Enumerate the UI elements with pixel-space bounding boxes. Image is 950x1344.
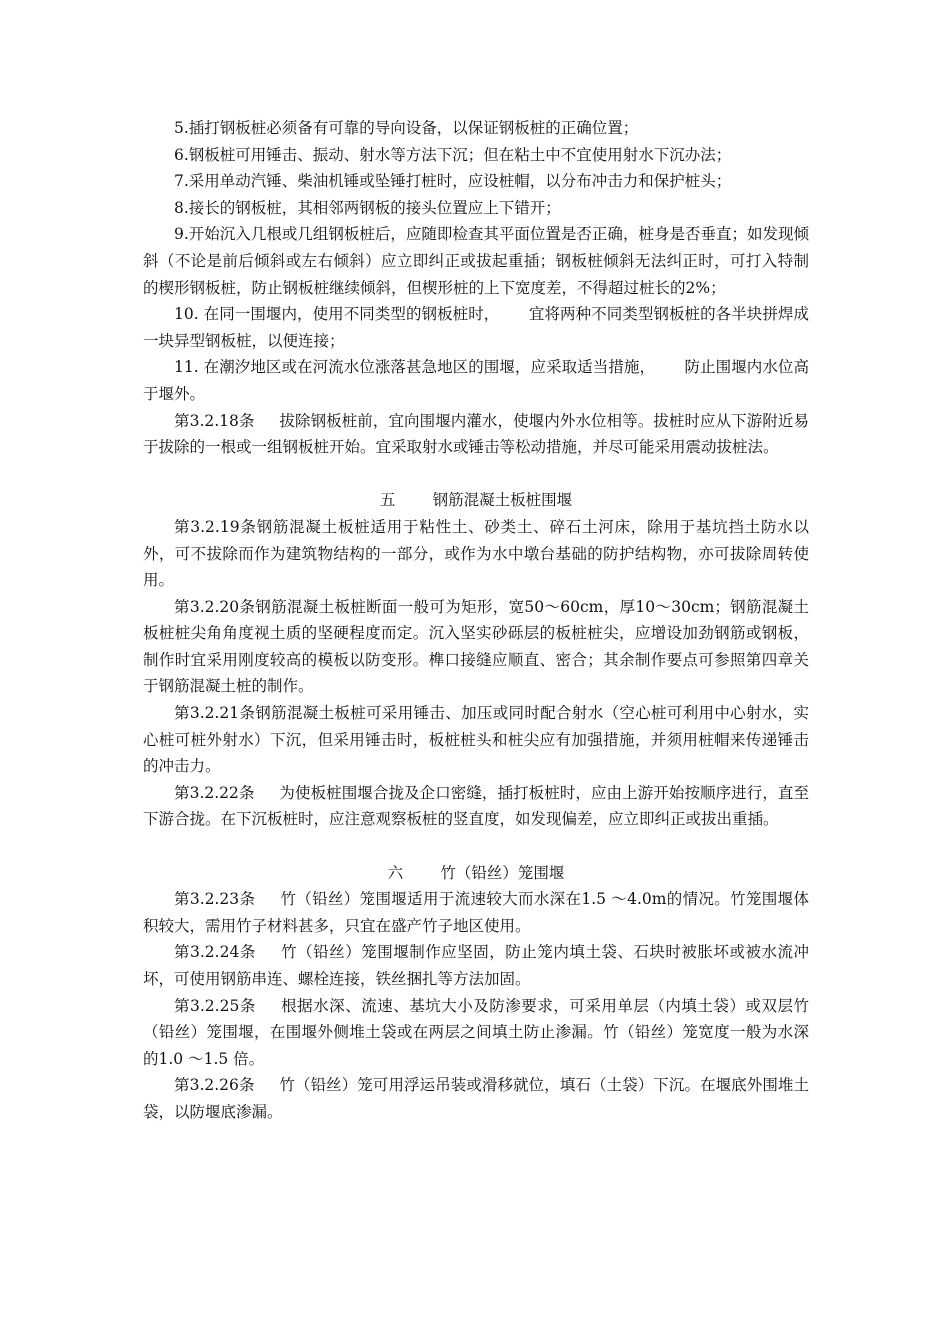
article-3-2-20 (143, 594, 809, 700)
article-text: 第3.2.21条钢筋混凝土板桩可采用锤击、加压或同时配合射水（空心桩可利用中心射水，实心桩可桩外射水）下沉，但采用锤击时，板桩桩头和桩尖应有加强措施，并须用桩帽来传递锤击的冲击力。 (143, 704, 809, 776)
article-text: 拔除钢板桩前，宜向围堰内灌水，使堰内外水位相等。拔桩时应从下游附近易于拔除的一根或一组钢板桩开始。宜采取射水或锤击等松动措施，并尽可能采用震动拔桩法。 (143, 411, 809, 457)
item-7 (143, 168, 809, 195)
article-number: 第3.2.26条 (174, 1076, 255, 1095)
article-text: 竹（铅丝）笼围堰制作应坚固，防止笼内填土袋、石块时被胀坏或被水流冲坏，可使用钢筋串连、螺栓连接，铁丝捆扎等方法加固。 (143, 943, 809, 988)
article-3-2-23 (143, 886, 809, 939)
item-7-text: 7.采用单动汽锤、柴油机锤或坠锤打桩时，应设桩帽，以分布冲击力和保护桩头； (174, 172, 732, 191)
article-number: 第3.2.25条 (174, 996, 256, 1015)
item-10-text-a: 10. 在同一围堰内，使用不同类型的钢板桩时， (174, 305, 500, 324)
item-5-text: 5.插打钢板桩必须备有可靠的导向设备，以保证钢板桩的正确位置； (174, 119, 639, 137)
article-text: 为使板桩围堰合拢及企口密缝，插打板桩时，应由上游开始按顺序进行，直至下游合拢。在下沉板桩时，应注意观察板桩的竖直度，如发现偏差，应立即纠正或拔出重插。 (143, 783, 809, 829)
item-8 (143, 195, 809, 222)
article-number: 第3.2.24条 (174, 943, 256, 962)
item-9-text: 9.开始沉入几根或几组钢板桩后，应随即检查其平面位置是否正确，桩身是否垂直；如发现倾斜（不论是前后倾斜或左右倾斜）应立即纠正或拔起重插；钢板桩倾斜无法纠正时，可打入特制的楔形钢板桩，防止钢板桩继续倾斜，但楔形桩的上下宽度差，不得超过桩长的2%； (143, 225, 809, 297)
article-3-2-24 (143, 939, 809, 992)
article-3-2-21 (143, 700, 809, 780)
item-5 (143, 115, 809, 142)
section-heading: 竹（铅丝）笼围堰 (440, 863, 565, 882)
item-8-text: 8.接长的钢板桩，其相邻两钢板的接头位置应上下错开； (174, 198, 561, 217)
item-11-text-a: 11. 在潮汐地区或在河流水位涨落甚急地区的围堰，应采取适当措施， (174, 358, 656, 377)
article-3-2-19 (143, 514, 809, 594)
item-6 (143, 142, 809, 169)
article-3-2-25 (143, 993, 809, 1073)
article-text: 竹（铅丝）笼围堰适用于流速较大而水深在1.5 ～4.0m的情况。竹笼围堰体积较大，需用竹子材料甚多，只宜在盛产竹子地区使用。 (143, 890, 809, 935)
article-text: 根据水深、流速、基坑大小及防渗要求，可采用单层（内填土袋）或双层竹（铅丝）笼围堰，在围堰外侧堆土袋或在两层之间填土防止渗漏。竹（铅丝）笼宽度一般为水深的1.0 ～1.5 倍。 (143, 996, 809, 1068)
item-10 (143, 301, 809, 354)
item-6-text: 6.钢板桩可用锤击、振动、射水等方法下沉；但在粘土中不宜使用射水下沉办法； (174, 145, 732, 164)
section-number: 五 (379, 491, 396, 510)
article-text: 第3.2.19条钢筋混凝土板桩适用于粘性土、砂类土、碎石土河床，除用于基坑挡土防水以外，可不拔除而作为建筑物结构的一部分，或作为水中墩台基础的防护结构物，亦可拔除周转使用。 (143, 517, 809, 590)
section-heading: 钢筋混凝土板桩围堰 (432, 491, 573, 510)
article-3-2-18 (143, 408, 809, 461)
section-number: 六 (387, 863, 404, 882)
article-text: 竹（铅丝）笼可用浮运吊装或滑移就位，填石（土袋）下沉。在堰底外围堆土袋，以防堰底渗漏。 (143, 1076, 809, 1121)
item-9 (143, 221, 809, 301)
document-body (143, 115, 809, 1126)
article-number: 第3.2.22条 (174, 783, 255, 802)
article-text: 第3.2.20条钢筋混凝土板桩断面一般可为矩形，宽50～60cm，厚10～30cm；钢筋混凝土板桩桩尖角角度视土质的坚硬程度而定。沉入坚实砂砾层的板桩桩尖，应增设加劲钢筋或钢板，制作时宜采用刚度较高的模板以防变形。榫口接缝应顺直、密合；其余制作要点可参照第四章关于钢筋混凝土桩的制作。 (143, 597, 809, 696)
item-10-text-b: 宜将两种不同类型钢板桩的各半块拼焊成一块异型钢板桩，以便连接； (143, 305, 809, 350)
article-number: 第3.2.23条 (174, 890, 256, 909)
section-title-5 (143, 487, 809, 514)
article-number: 第3.2.18条 (174, 411, 255, 430)
section-title-6 (143, 860, 809, 887)
item-11-text-b: 防止围堰内水位高于堰外。 (143, 358, 809, 403)
article-3-2-26 (143, 1072, 809, 1125)
item-11 (143, 354, 809, 407)
article-3-2-22 (143, 780, 809, 833)
